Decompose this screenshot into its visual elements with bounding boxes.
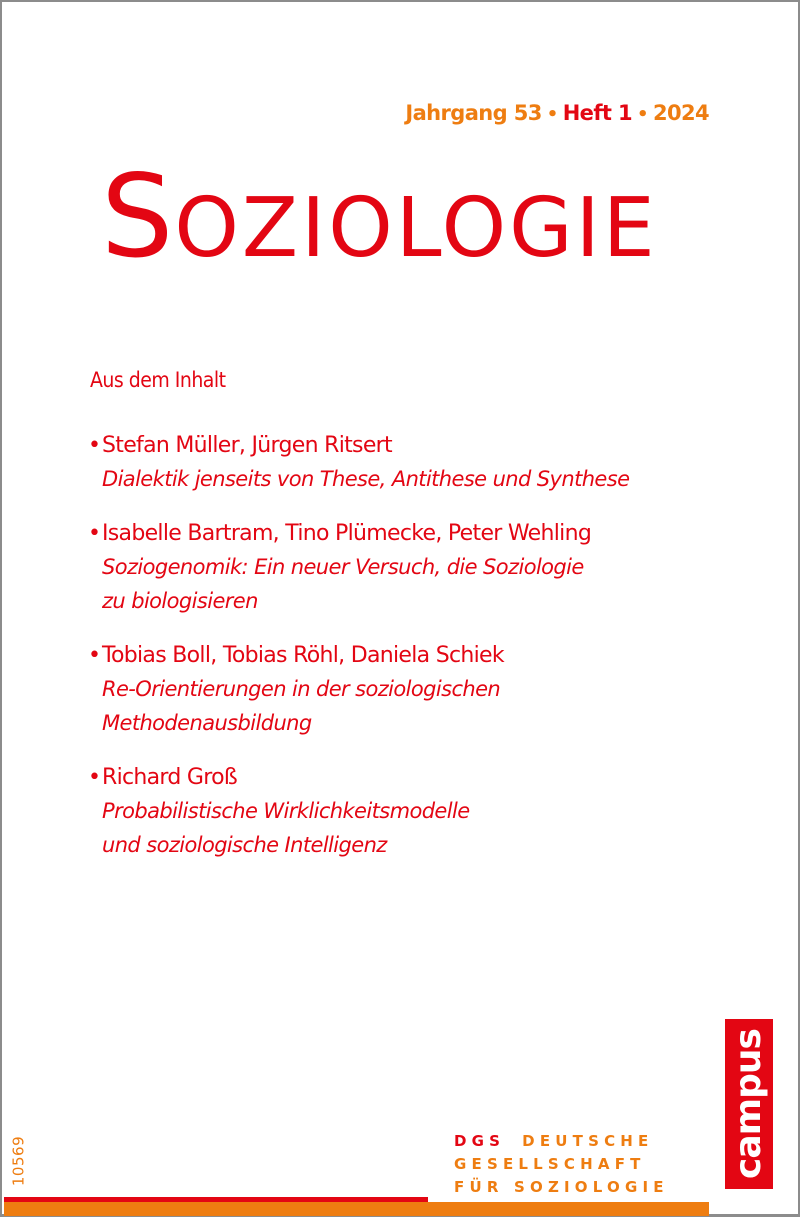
dgs-line-2: GESELLSCHAFT bbox=[454, 1155, 646, 1173]
journal-title bbox=[101, 150, 658, 283]
toc-authors: Stefan Müller, Jürgen Ritsert bbox=[102, 433, 392, 458]
dgs-text: DEUTSCHE bbox=[522, 1132, 654, 1150]
toc-authors: Richard Groß bbox=[102, 765, 238, 790]
volume-label: Jahrgang 53 bbox=[405, 101, 542, 125]
title-rest: OZIOLOGIE bbox=[174, 181, 658, 276]
title-line: zu biologisieren bbox=[102, 589, 258, 613]
toc-authors: Tobias Boll, Tobias Röhl, Daniela Schiek bbox=[102, 643, 504, 668]
toc-item bbox=[88, 518, 728, 618]
title-line: Methodenausbildung bbox=[102, 711, 312, 735]
dgs-line-3: FÜR SOZIOLOGIE bbox=[454, 1178, 669, 1196]
issue-info bbox=[405, 101, 709, 125]
orange-stripe bbox=[4, 1202, 709, 1216]
toc-article-title bbox=[102, 462, 728, 496]
toc-item bbox=[88, 640, 728, 740]
title-line: Re-Orientierungen in der soziologischen bbox=[102, 677, 501, 701]
bullet-icon: • bbox=[88, 521, 101, 546]
toc-authors: Isabelle Bartram, Tino Plümecke, Peter Wehling bbox=[102, 521, 592, 546]
toc-article-title bbox=[102, 794, 728, 862]
issue-number: Heft 1 bbox=[562, 101, 633, 125]
product-code: 10569 bbox=[9, 1135, 28, 1187]
title-line: Probabilistische Wirklichkeitsmodelle bbox=[102, 799, 470, 823]
bullet-icon: • bbox=[88, 433, 101, 458]
table-of-contents bbox=[88, 430, 728, 884]
campus-logo-text: campus bbox=[728, 1029, 769, 1179]
title-initial: S bbox=[101, 150, 175, 283]
title-line: und soziologische Intelligenz bbox=[102, 833, 387, 857]
bullet-icon: • bbox=[88, 765, 101, 790]
toc-article-title bbox=[102, 672, 728, 740]
dgs-line-1 bbox=[454, 1130, 669, 1153]
title-line: Dialektik jenseits von These, Antithese und Synthese bbox=[102, 467, 630, 491]
toc-article-title bbox=[102, 550, 728, 618]
campus-publisher-logo bbox=[725, 1019, 773, 1189]
toc-item bbox=[88, 430, 728, 496]
toc-item bbox=[88, 762, 728, 862]
separator-dot: • bbox=[546, 104, 558, 125]
dgs-abbr: DGS bbox=[454, 1132, 506, 1150]
toc-heading: Aus dem Inhalt bbox=[90, 368, 226, 392]
title-line: Soziogenomik: Ein neuer Versuch, die Soziologie bbox=[102, 555, 584, 579]
issue-year: 2024 bbox=[652, 101, 709, 125]
separator-dot: • bbox=[637, 104, 648, 125]
dgs-society-logo bbox=[454, 1130, 669, 1199]
bullet-icon: • bbox=[88, 643, 101, 668]
